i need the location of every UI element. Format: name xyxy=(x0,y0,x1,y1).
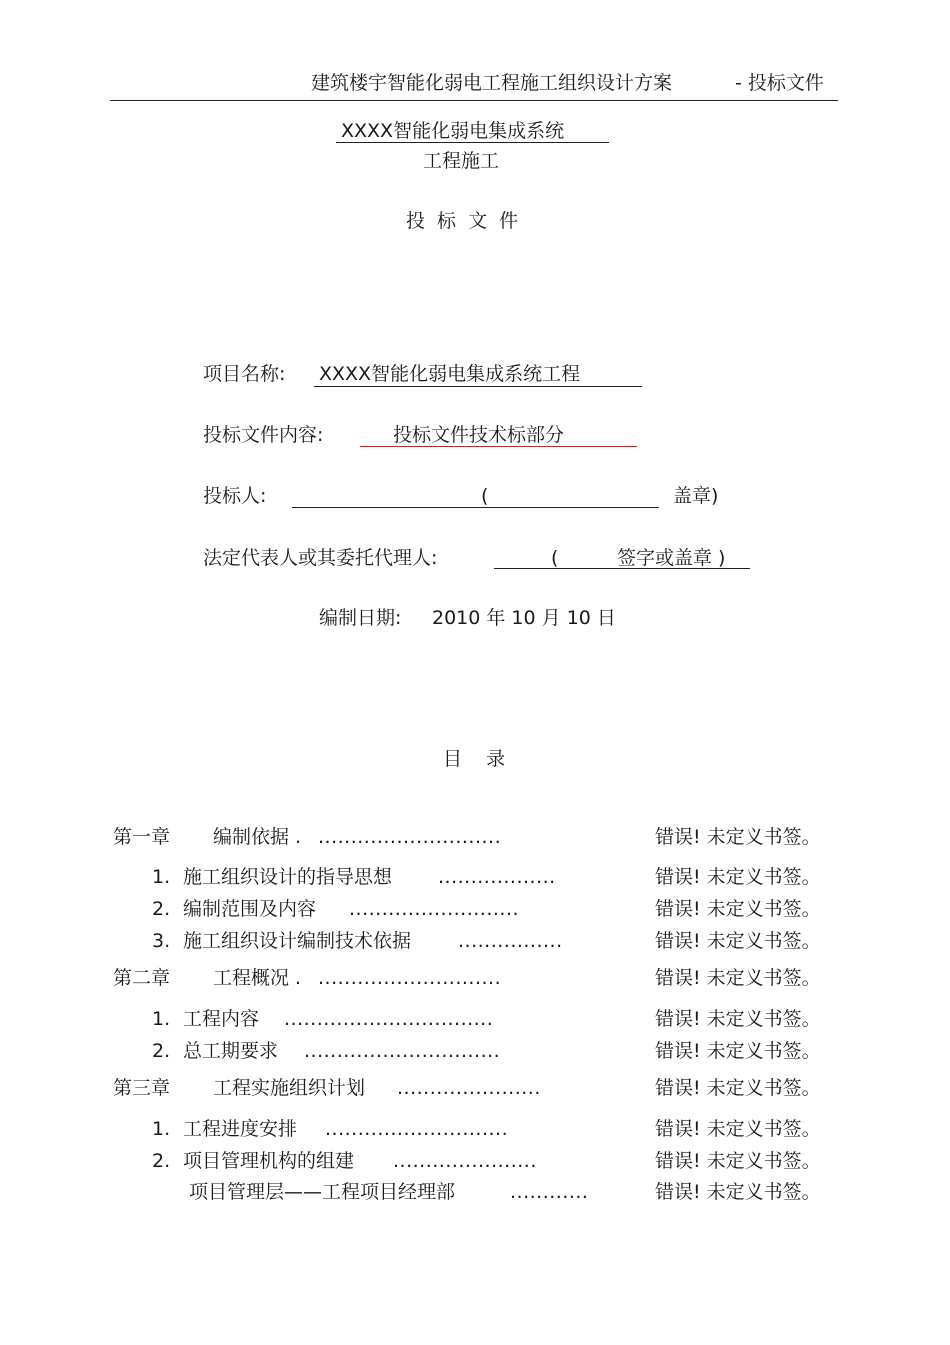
toc-entry-dots: ...................... xyxy=(393,1150,537,1172)
toc-entry-number: 第一章 xyxy=(113,826,171,848)
toc-entry-page[interactable]: 错误! 未定义书签。 xyxy=(655,826,821,848)
toc-entry-page[interactable]: 错误! 未定义书签。 xyxy=(655,1077,821,1099)
cover-title-underline xyxy=(336,142,609,143)
toc-entry-dots: .................. xyxy=(438,866,556,888)
toc-entry-page[interactable]: 错误! 未定义书签。 xyxy=(655,967,821,989)
toc-entry-dots: ............................ xyxy=(318,967,502,989)
toc-entry-number: 2. xyxy=(152,1040,171,1062)
toc-entry-dots: ................................ xyxy=(284,1008,494,1030)
toc-entry-title[interactable]: 项目管理机构的组建 xyxy=(183,1150,355,1172)
bidder-seal: 盖章) xyxy=(673,485,719,507)
toc-entry-title[interactable]: 项目管理层——工程项目经理部 xyxy=(189,1181,456,1203)
toc-entry-page[interactable]: 错误! 未定义书签。 xyxy=(655,1040,821,1062)
toc-entry-page[interactable]: 错误! 未定义书签。 xyxy=(655,930,821,952)
toc-entry-page[interactable]: 错误! 未定义书签。 xyxy=(655,898,821,920)
toc-entry-page[interactable]: 错误! 未定义书签。 xyxy=(655,1181,821,1203)
cover-doc-type: 投 标 文 件 xyxy=(406,210,519,232)
toc-entry-title[interactable]: 总工期要求 xyxy=(183,1040,279,1062)
toc-entry-dots: ............ xyxy=(510,1181,589,1203)
toc-entry-dots: ............................ xyxy=(318,826,502,848)
toc-entry-number: 3. xyxy=(152,930,171,952)
toc-entry-title[interactable]: 工程概况 . xyxy=(213,967,302,989)
toc-entry-title[interactable]: 施工组织设计的指导思想 xyxy=(183,866,393,888)
toc-heading: 目 录 xyxy=(443,748,506,770)
bidder-paren-open: ( xyxy=(481,485,489,507)
toc-entry-page[interactable]: 错误! 未定义书签。 xyxy=(655,1150,821,1172)
toc-entry-number: 第二章 xyxy=(113,967,171,989)
project-underline xyxy=(314,386,642,387)
header-suffix: - 投标文件 xyxy=(735,72,824,94)
toc-entry-dots: .......................... xyxy=(349,898,520,920)
toc-entry-dots: .............................. xyxy=(304,1040,501,1062)
toc-entry-page[interactable]: 错误! 未定义书签。 xyxy=(655,1118,821,1140)
date-value: 2010 年 10 月 10 日 xyxy=(432,607,616,629)
toc-entry-dots: ................ xyxy=(458,930,563,952)
toc-entry-number: 1. xyxy=(152,866,171,888)
toc-entry-title[interactable]: 工程内容 xyxy=(183,1008,260,1030)
toc-entry-dots: ...................... xyxy=(397,1077,541,1099)
toc-entry-dots: ............................ xyxy=(325,1118,509,1140)
bidder-underline xyxy=(292,507,659,508)
toc-entry-title[interactable]: 施工组织设计编制技术依据 xyxy=(183,930,412,952)
bidder-label: 投标人: xyxy=(203,485,267,507)
toc-entry-title[interactable]: 编制依据 . xyxy=(213,826,302,848)
toc-entry-number: 1. xyxy=(152,1008,171,1030)
cover-title-line2: 工程施工 xyxy=(423,150,500,172)
project-value: XXXX智能化弱电集成系统工程 xyxy=(319,363,581,385)
toc-entry-number: 2. xyxy=(152,898,171,920)
rep-sign: 签字或盖章 ) xyxy=(617,547,726,569)
toc-entry-title[interactable]: 工程实施组织计划 xyxy=(213,1077,366,1099)
rep-underline xyxy=(494,568,750,569)
content-value: 投标文件技术标部分 xyxy=(393,424,565,446)
content-underline xyxy=(360,446,637,447)
toc-entry-number: 第三章 xyxy=(113,1077,171,1099)
rep-paren-open: ( xyxy=(551,547,559,569)
date-label: 编制日期: xyxy=(319,607,402,629)
toc-entry-page[interactable]: 错误! 未定义书签。 xyxy=(655,866,821,888)
content-label: 投标文件内容: xyxy=(203,424,324,446)
project-label: 项目名称: xyxy=(203,363,286,385)
header-title: 建筑楼宇智能化弱电工程施工组织设计方案 xyxy=(311,72,673,94)
toc-entry-title[interactable]: 工程进度安排 xyxy=(183,1118,298,1140)
toc-entry-page[interactable]: 错误! 未定义书签。 xyxy=(655,1008,821,1030)
toc-entry-number: 2. xyxy=(152,1150,171,1172)
cover-title-line1: XXXX智能化弱电集成系统 xyxy=(341,120,565,142)
header-rule xyxy=(110,100,838,101)
toc-entry-number: 1. xyxy=(152,1118,171,1140)
toc-entry-title[interactable]: 编制范围及内容 xyxy=(183,898,317,920)
rep-label: 法定代表人或其委托代理人: xyxy=(203,547,438,569)
